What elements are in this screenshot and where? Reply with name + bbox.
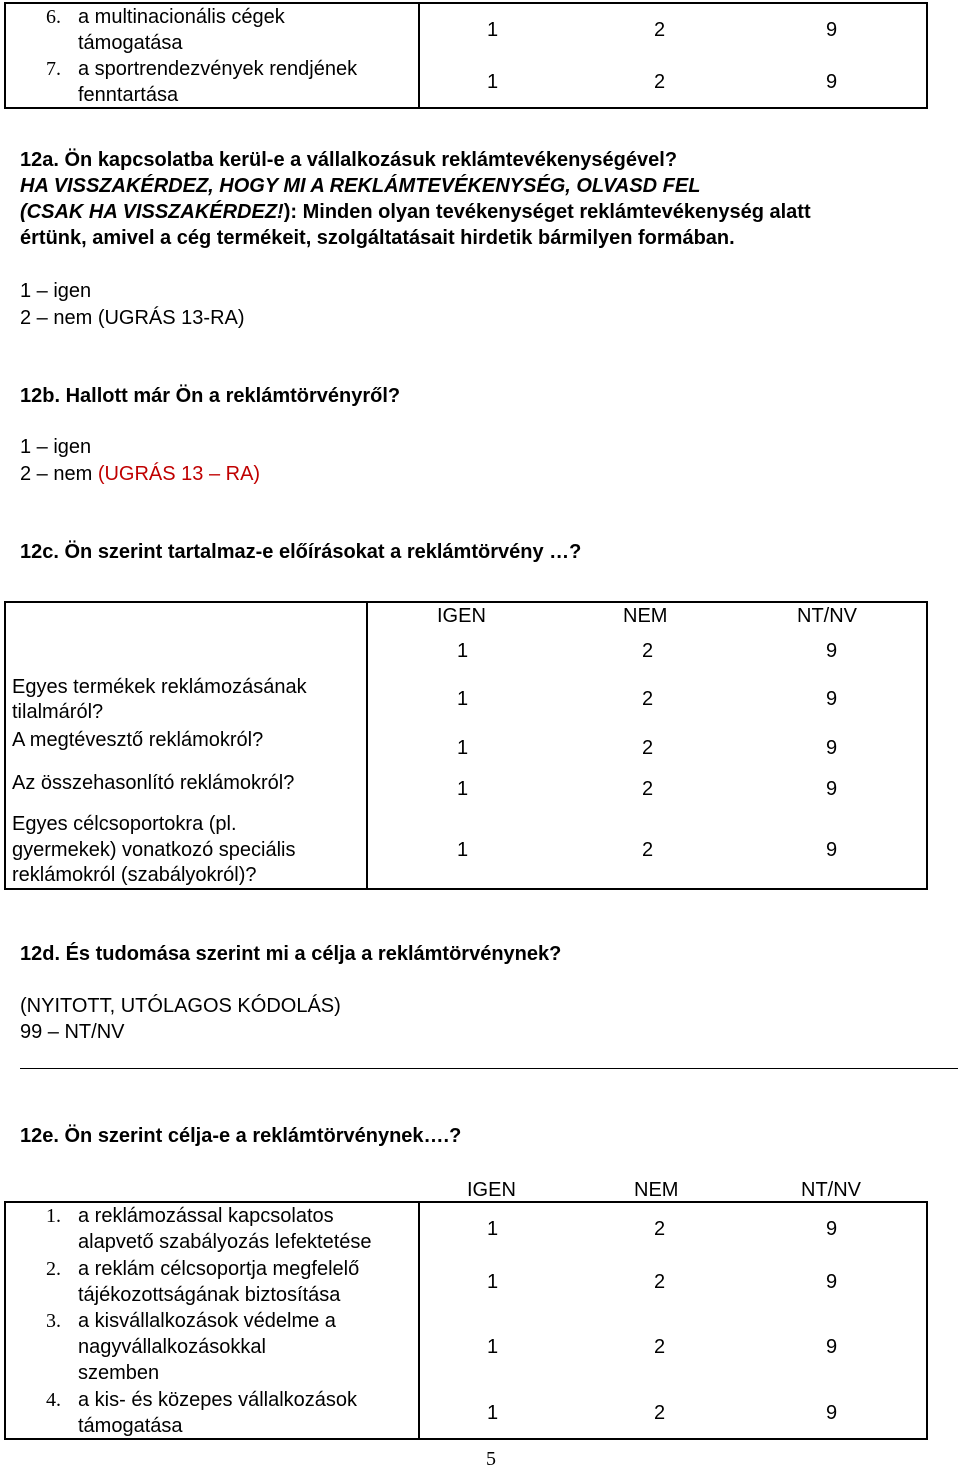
row-text: a kisvállalkozások védelme a bbox=[78, 1310, 336, 1332]
code-2[interactable]: 2 bbox=[654, 1271, 666, 1293]
code-1[interactable]: 1 bbox=[457, 688, 469, 710]
question-title: 12c. Ön szerint tartalmaz-e előírásokat a reklámtörvény …? bbox=[20, 541, 582, 563]
code-1[interactable]: 1 bbox=[487, 1218, 499, 1240]
row-text: a multinacionális cégek bbox=[78, 6, 285, 28]
code-2[interactable]: 2 bbox=[642, 688, 654, 710]
code-9[interactable]: 9 bbox=[826, 839, 838, 861]
answer-option-yes[interactable]: 1 – igen bbox=[20, 280, 92, 302]
code-9[interactable]: 9 bbox=[826, 737, 838, 759]
code-1[interactable]: 1 bbox=[457, 737, 469, 759]
column-header-nem: NEM bbox=[623, 605, 668, 627]
code-1[interactable]: 1 bbox=[487, 1336, 499, 1358]
interviewer-instruction: HA VISSZAKÉRDEZ, HOGY MI A REKLÁMTEVÉKENYSÉG, OLVASD FEL bbox=[20, 175, 701, 197]
code-9[interactable]: 9 bbox=[826, 1402, 838, 1424]
row-text: nagyvállalkozásokkal bbox=[78, 1336, 266, 1358]
code-2[interactable]: 2 bbox=[642, 839, 654, 861]
row-text: támogatása bbox=[78, 32, 183, 54]
definition-text: értünk, amivel a cég termékeit, szolgáltatásait hirdetik bármilyen formában. bbox=[20, 227, 735, 249]
answer-option-no[interactable] bbox=[20, 461, 260, 487]
row-text: tilalmáról? bbox=[12, 701, 104, 723]
column-header-igen: IGEN bbox=[437, 605, 486, 627]
instruction-italic: (CSAK HA VISSZAKÉRDEZ! bbox=[20, 201, 284, 223]
code-2[interactable]: 2 bbox=[642, 737, 654, 759]
column-header-ntnv: NT/NV bbox=[797, 605, 857, 627]
row-text: Egyes termékek reklámozásának bbox=[12, 676, 307, 698]
row-text: fenntartása bbox=[78, 84, 179, 106]
code-2[interactable]: 2 bbox=[654, 1402, 666, 1424]
code-2[interactable]: 2 bbox=[654, 1336, 666, 1358]
column-header-ntnv: NT/NV bbox=[801, 1179, 861, 1201]
question-title: 12d. És tudomása szerint mi a célja a reklámtörvénynek? bbox=[20, 943, 562, 965]
row-text: a reklám célcsoportja megfelelő bbox=[78, 1258, 360, 1280]
row-number: 3. bbox=[46, 1310, 61, 1332]
question-title: 12b. Hallott már Ön a reklámtörvényről? bbox=[20, 385, 401, 407]
row-number: 4. bbox=[46, 1389, 61, 1411]
definition-line bbox=[20, 199, 811, 225]
row-text: gyermekek) vonatkozó speciális bbox=[12, 839, 296, 861]
question-title: 12e. Ön szerint célja-e a reklámtörvénynek….? bbox=[20, 1125, 462, 1147]
definition-text: ): Minden olyan tevékenységet reklámtevékenység alatt bbox=[283, 201, 811, 223]
row-text: a sportrendezvények rendjének bbox=[78, 58, 358, 80]
code-1[interactable]: 1 bbox=[487, 19, 499, 41]
code-2[interactable]: 2 bbox=[642, 778, 654, 800]
code-1[interactable]: 1 bbox=[457, 839, 469, 861]
row-number: 1. bbox=[46, 1205, 61, 1227]
code-2[interactable]: 2 bbox=[654, 19, 666, 41]
answer-option-no[interactable]: 2 – nem (UGRÁS 13-RA) bbox=[20, 307, 245, 329]
code-9[interactable]: 9 bbox=[826, 1271, 838, 1293]
row-text: Egyes célcsoportokra (pl. bbox=[12, 813, 237, 835]
code-9[interactable]: 9 bbox=[826, 1336, 838, 1358]
row-text: a kis- és közepes vállalkozások bbox=[78, 1389, 358, 1411]
row-number: 2. bbox=[46, 1258, 61, 1280]
row-text: A megtévesztő reklámokról? bbox=[12, 729, 264, 751]
code-1[interactable]: 1 bbox=[457, 778, 469, 800]
code-9[interactable]: 9 bbox=[826, 19, 838, 41]
open-answer-line[interactable] bbox=[20, 1068, 958, 1069]
code-2[interactable]: 2 bbox=[654, 71, 666, 93]
skip-instruction: (UGRÁS 13 – RA) bbox=[97, 463, 261, 485]
code-9[interactable]: 9 bbox=[826, 778, 838, 800]
row-text: reklámokról (szabályokról)? bbox=[12, 864, 257, 886]
code-2[interactable]: 2 bbox=[642, 640, 654, 662]
row-text: alapvető szabályozás lefektetése bbox=[78, 1231, 372, 1253]
row-text: tájékozottságának biztosítása bbox=[78, 1284, 341, 1306]
code-2[interactable]: 2 bbox=[654, 1218, 666, 1240]
answer-option-yes[interactable]: 1 – igen bbox=[20, 436, 92, 458]
code-1[interactable]: 1 bbox=[487, 1271, 499, 1293]
question-title: 12a. Ön kapcsolatba kerül-e a vállalkozásuk reklámtevékenységével? bbox=[20, 149, 678, 171]
answer-option-ntnv[interactable]: 99 – NT/NV bbox=[20, 1021, 125, 1043]
coding-note: (NYITOTT, UTÓLAGOS KÓDOLÁS) bbox=[20, 995, 341, 1017]
page-number: 5 bbox=[486, 1448, 496, 1470]
option-label: 2 – nem bbox=[20, 463, 98, 485]
code-9[interactable]: 9 bbox=[826, 640, 838, 662]
row-text: szemben bbox=[78, 1362, 160, 1384]
code-9[interactable]: 9 bbox=[826, 1218, 838, 1240]
row-number: 7. bbox=[46, 58, 61, 80]
code-1[interactable]: 1 bbox=[487, 1402, 499, 1424]
row-text: a reklámozással kapcsolatos bbox=[78, 1205, 334, 1227]
column-header-nem: NEM bbox=[634, 1179, 679, 1201]
column-header-igen: IGEN bbox=[467, 1179, 516, 1201]
code-1[interactable]: 1 bbox=[487, 71, 499, 93]
row-text: támogatása bbox=[78, 1415, 183, 1437]
code-9[interactable]: 9 bbox=[826, 688, 838, 710]
code-1[interactable]: 1 bbox=[457, 640, 469, 662]
row-number: 6. bbox=[46, 6, 61, 28]
row-text: Az összehasonlító reklámokról? bbox=[12, 772, 295, 794]
code-9[interactable]: 9 bbox=[826, 71, 838, 93]
